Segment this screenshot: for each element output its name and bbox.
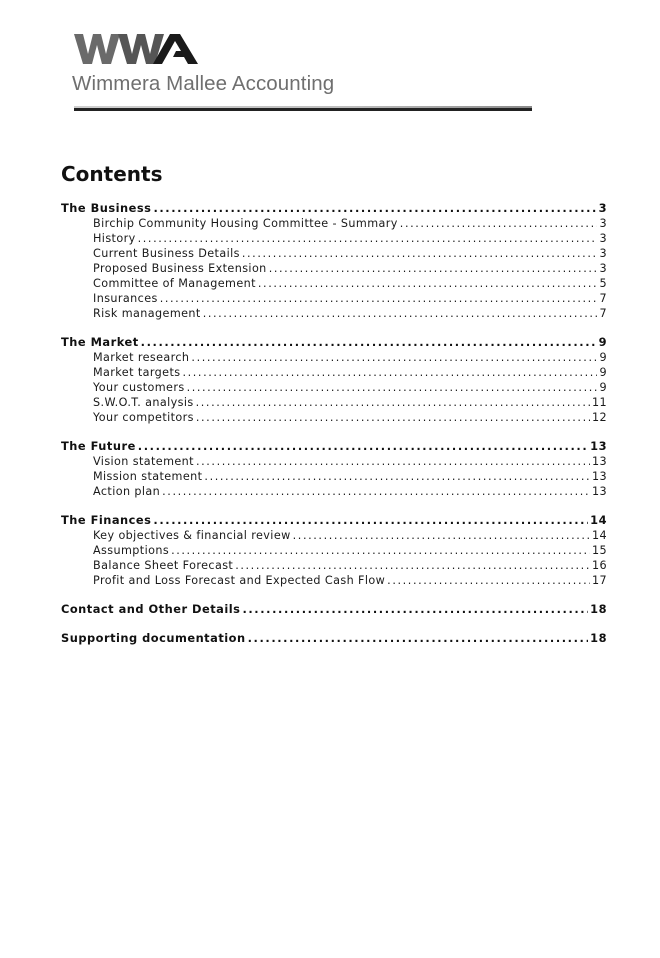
toc-subentry-title: Committee of Management <box>93 277 256 290</box>
toc-subentry-title: Key objectives & financial review <box>93 529 291 542</box>
toc-subentry-title: Mission statement <box>93 470 203 483</box>
toc-section <box>61 631 607 646</box>
toc-subentry-title: History <box>93 232 136 245</box>
toc-subentry-title: Market research <box>93 351 190 364</box>
toc-page-number: 9 <box>599 351 607 364</box>
toc-page-number: 16 <box>591 559 607 572</box>
dot-leader <box>203 306 598 321</box>
toc-subentry[interactable] <box>61 246 607 261</box>
toc-page-number: 3 <box>599 232 607 245</box>
header-rule <box>74 108 532 111</box>
toc-page-number: 14 <box>591 529 607 542</box>
dot-leader <box>235 558 590 573</box>
toc-heading-title: Supporting documentation <box>61 631 246 645</box>
toc-page-number: 13 <box>591 485 607 498</box>
toc-subentry-title: Proposed Business Extension <box>93 262 267 275</box>
toc-page-number: 13 <box>591 470 607 483</box>
toc-subentry-title: Birchip Community Housing Committee - Summary <box>93 217 398 230</box>
dot-leader <box>162 484 590 499</box>
toc-subentry-title: Vision statement <box>93 455 194 468</box>
dot-leader <box>138 439 588 454</box>
dot-leader <box>171 543 590 558</box>
company-logo <box>72 28 532 116</box>
toc-subentry-title: Current Business Details <box>93 247 240 260</box>
toc-page-number: 13 <box>590 439 607 453</box>
page-title: Contents <box>61 162 163 186</box>
toc-page-number: 12 <box>591 411 607 424</box>
toc-subentry[interactable] <box>61 276 607 291</box>
toc-subentry-title: Market targets <box>93 366 181 379</box>
dot-leader <box>153 201 596 216</box>
toc-heading-entry[interactable] <box>61 439 607 454</box>
toc-heading-entry[interactable] <box>61 602 607 617</box>
toc-section <box>61 201 607 321</box>
toc-page-number: 14 <box>590 513 607 527</box>
toc-heading-entry[interactable] <box>61 335 607 350</box>
toc-section <box>61 513 607 588</box>
toc-subentry-title: Risk management <box>93 307 201 320</box>
dot-leader <box>248 631 589 646</box>
toc-subentry[interactable] <box>61 484 607 499</box>
table-of-contents <box>61 201 607 660</box>
dot-leader <box>293 528 590 543</box>
dot-leader <box>196 395 590 410</box>
toc-page-number: 17 <box>591 574 607 587</box>
toc-page-number: 3 <box>599 262 607 275</box>
toc-subentry[interactable] <box>61 380 607 395</box>
dot-leader <box>242 246 598 261</box>
toc-page-number: 3 <box>599 217 607 230</box>
toc-page-number: 3 <box>598 201 607 215</box>
dot-leader <box>269 261 598 276</box>
wma-logo-mark-icon <box>74 34 198 64</box>
toc-subentry[interactable] <box>61 469 607 484</box>
toc-heading-title: The Finances <box>61 513 152 527</box>
toc-subentry[interactable] <box>61 216 607 231</box>
toc-subentry-title: S.W.O.T. analysis <box>93 396 194 409</box>
toc-heading-entry[interactable] <box>61 513 607 528</box>
toc-subentry[interactable] <box>61 350 607 365</box>
toc-subentry-title: Action plan <box>93 485 161 498</box>
toc-heading-title: The Future <box>61 439 136 453</box>
toc-heading-title: The Business <box>61 201 152 215</box>
toc-subentry[interactable] <box>61 306 607 321</box>
dot-leader <box>138 231 598 246</box>
dot-leader <box>191 350 597 365</box>
dot-leader <box>141 335 597 350</box>
toc-page-number: 9 <box>598 335 607 349</box>
dot-leader <box>196 454 590 469</box>
toc-subentry-title: Assumptions <box>93 544 170 557</box>
toc-subentry-title: Balance Sheet Forecast <box>93 559 234 572</box>
toc-subentry-title: Your customers <box>93 381 185 394</box>
toc-subentry-title: Your competitors <box>93 411 194 424</box>
toc-section <box>61 335 607 425</box>
toc-page-number: 7 <box>599 307 607 320</box>
toc-page-number: 9 <box>599 381 607 394</box>
dot-leader <box>258 276 598 291</box>
toc-heading-title: The Market <box>61 335 139 349</box>
toc-page-number: 3 <box>599 247 607 260</box>
toc-subentry[interactable] <box>61 454 607 469</box>
toc-subentry-title: Insurances <box>93 292 158 305</box>
toc-subentry[interactable] <box>61 558 607 573</box>
logo-company-name: Wimmera Mallee Accounting <box>72 72 335 95</box>
toc-subentry[interactable] <box>61 543 607 558</box>
dot-leader <box>153 513 588 528</box>
toc-page-number: 9 <box>599 366 607 379</box>
toc-page-number: 11 <box>591 396 607 409</box>
toc-heading-entry[interactable] <box>61 201 607 216</box>
toc-subentry[interactable] <box>61 365 607 380</box>
toc-subentry[interactable] <box>61 528 607 543</box>
toc-page-number: 13 <box>591 455 607 468</box>
toc-subentry[interactable] <box>61 410 607 425</box>
dot-leader <box>160 291 598 306</box>
toc-subentry[interactable] <box>61 261 607 276</box>
dot-leader <box>242 602 588 617</box>
toc-page-number: 18 <box>590 631 607 645</box>
dot-leader <box>400 216 598 231</box>
dot-leader <box>196 410 590 425</box>
toc-subentry[interactable] <box>61 291 607 306</box>
toc-heading-entry[interactable] <box>61 631 607 646</box>
toc-subentry[interactable] <box>61 231 607 246</box>
toc-page-number: 5 <box>599 277 607 290</box>
dot-leader <box>182 365 597 380</box>
dot-leader <box>204 469 590 484</box>
toc-subentry[interactable] <box>61 395 607 410</box>
toc-section <box>61 602 607 617</box>
toc-subentry[interactable] <box>61 573 607 588</box>
toc-page-number: 18 <box>590 602 607 616</box>
toc-page-number: 15 <box>591 544 607 557</box>
toc-page-number: 7 <box>599 292 607 305</box>
dot-leader <box>187 380 598 395</box>
toc-subentry-title: Profit and Loss Forecast and Expected Cash Flow <box>93 574 386 587</box>
dot-leader <box>387 573 590 588</box>
toc-section <box>61 439 607 499</box>
toc-heading-title: Contact and Other Details <box>61 602 241 616</box>
